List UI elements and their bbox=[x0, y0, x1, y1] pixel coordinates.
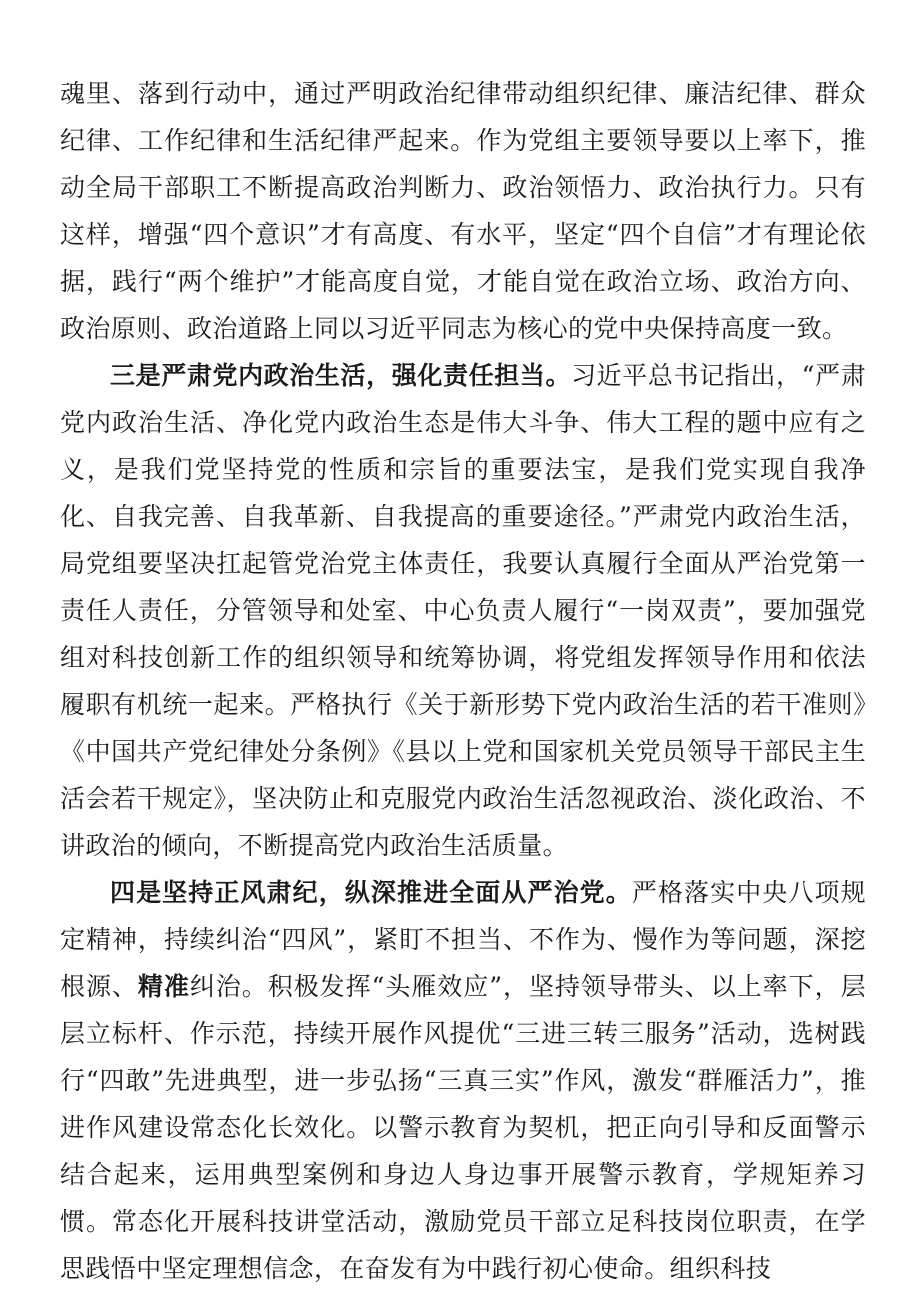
paragraph-point-three bbox=[60, 352, 866, 869]
paragraph-text: 魂里、落到行动中，通过严明政治纪律带动组织纪律、廉洁纪律、群众纪律、工作纪律和生活纪律严起来。作为党组主要领导要以上率下，推动全局干部职工不断提高政治判断力、政治领悟力、政治执行力。只有这样，增强“四个意识”才有高度、有水平，坚定“四个自信”才有理论依据，践行“两个维护”才能高度自觉，才能自觉在政治立场、政治方向、政治原则、政治道路上同以习近平同志为核心的党中央保持高度一致。 bbox=[60, 79, 866, 343]
paragraph-lead-heading: 三是严肃党内政治生活，强化责任担当。 bbox=[110, 361, 572, 390]
emphasized-text: 精准 bbox=[137, 972, 190, 1001]
paragraph-text: 纠治。积极发挥“头雁效应”，坚持领导带头、以上率下，层层立标杆、作示范，持续开展作风提优“三进三转三服务”活动，选树践行“四敢”先进典型，进一步弘扬“三真三实”作风，激发“群雁活力”，推进作风建设常态化长效化。以警示教育为契机，把正向引导和反面警示结合起来，运用典型案例和身边人身边事开展警示教育，学规矩养习惯。常态化开展科技讲堂活动，激励党员干部立足科技岗位职责，在学思践悟中坚定理想信念，在奋发有为中践行初心使命。组织科技 bbox=[60, 972, 866, 1283]
paragraph-continuation bbox=[60, 70, 866, 352]
paragraph-text: 习近平总书记指出，“严肃党内政治生活、净化党内政治生态是伟大斗争、伟大工程的题中应有之义，是我们党坚持党的性质和宗旨的重要法宝，是我们党实现自我净化、自我完善、自我革新、自我提高的重要途径。”严肃党内政治生活，局党组要坚决扛起管党治党主体责任，我要认真履行全面从严治党第一责任人责任，分管领导和处室、中心负责人履行“一岗双责”，要加强党组对科技创新工作的组织领导和统筹协调，将党组发挥领导作用和依法履职有机统一起来。严格执行《关于新形势下党内政治生活的若干准则》《中国共产党纪律处分条例》《县以上党和国家机关党员领导干部民主生活会若干规定》，坚决防止和克服党内政治生活忽视政治、淡化政治、不讲政治的倾向，不断提高党内政治生活质量。 bbox=[60, 361, 866, 860]
paragraph-point-four bbox=[60, 869, 866, 1292]
paragraph-text: 严格落实中央八项规定精神，持续纠治“四风”，紧盯不担当、不作为、慢作为等问题，深挖根源、 bbox=[60, 878, 866, 1001]
paragraph-lead-heading: 四是坚持正风肃纪，纵深推进全面从严治党。 bbox=[110, 878, 632, 907]
